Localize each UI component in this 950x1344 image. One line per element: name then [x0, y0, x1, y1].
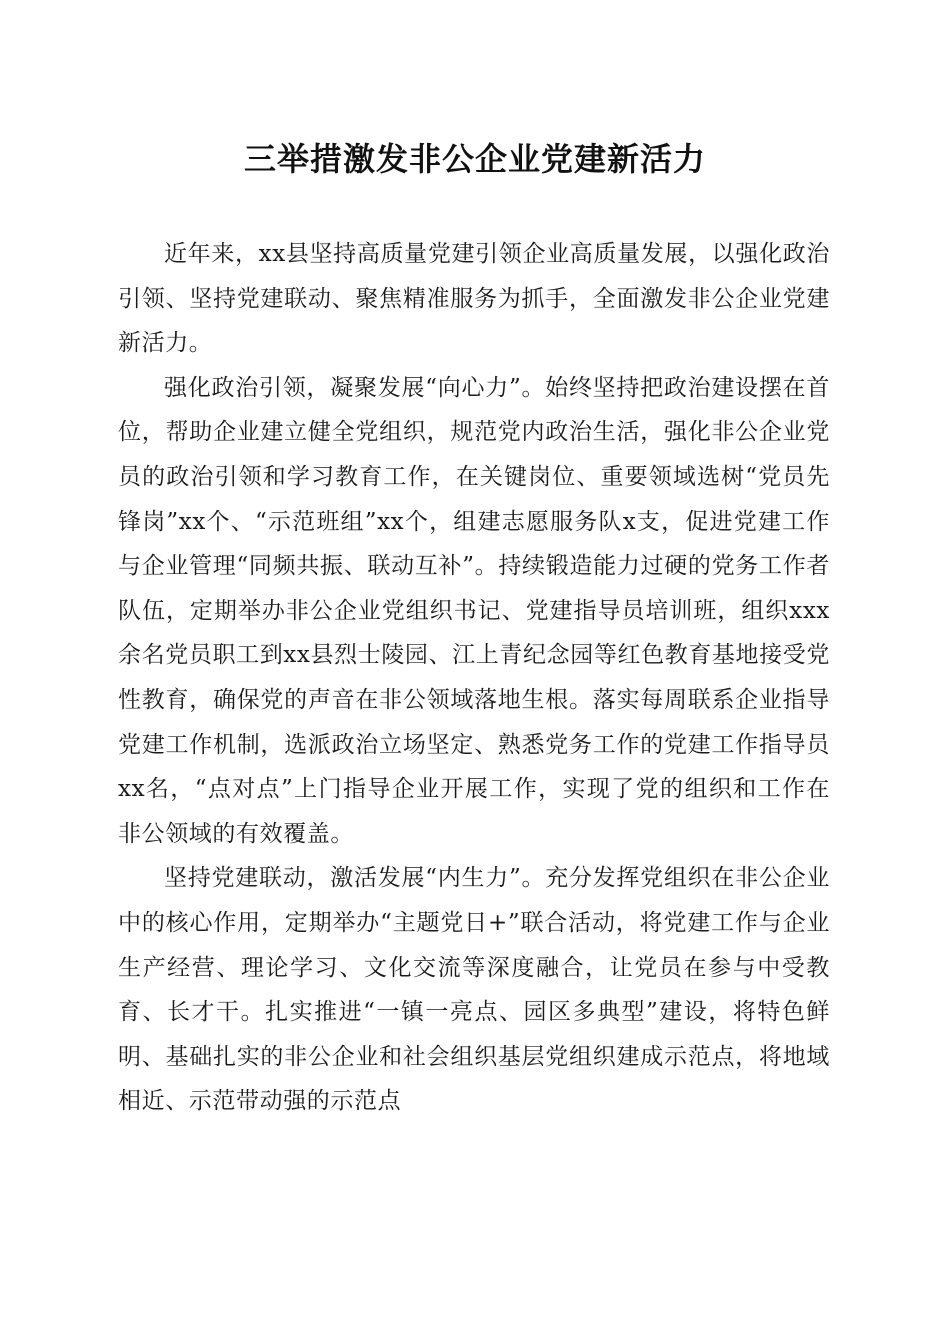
paragraph-party-linkage: 坚持党建联动，激活发展“内生力”。充分发挥党组织在非公企业中的核心作用，定期举办“主题党日+”联合活动，将党建工作与企业生产经营、理论学习、文化交流等深度融合，让党员在参与中受教育、长才干。扎实推进“一镇一亮点、园区多典型”建设，将特色鲜明、基础扎实的非公企业和社会组织基层党组织建成示范点，将地域相近、示范带动强的示范点 [118, 865, 830, 1115]
paragraph-intro: 近年来，xx县坚持高质量党建引领企业高质量发展，以强化政治引领、坚持党建联动、聚焦精准服务为抓手，全面激发非公企业党建新活力。 [118, 241, 830, 357]
paragraph-political-guidance: 强化政治引领，凝聚发展“向心力”。始终坚持把政治建设摆在首位，帮助企业建立健全党组织，规范党内政治生活，强化非公企业党员的政治引领和学习教育工作，在关键岗位、重要领域选树“党员先锋岗”xx个、“示范班组”xx个，组建志愿服务队x支，促进党建工作与企业管理“同频共振、联动互补”。持续锻造能力过硬的党务工作者队伍，定期举办非公企业党组织书记、党建指导员培训班，组织xxx余名党员职工到xx县烈士陵园、江上青纪念园等红色教育基地接受党性教育，确保党的声音在非公领域落地生根。落实每周联系企业指导党建工作机制，选派政治立场坚定、熟悉党务工作的党建工作指导员xx名，“点对点”上门指导企业开展工作，实现了党的组织和工作在非公领域的有效覆盖。 [118, 374, 830, 847]
document-body [118, 232, 830, 1124]
document-title: 三举措激发非公企业党建新活力 [243, 140, 706, 178]
